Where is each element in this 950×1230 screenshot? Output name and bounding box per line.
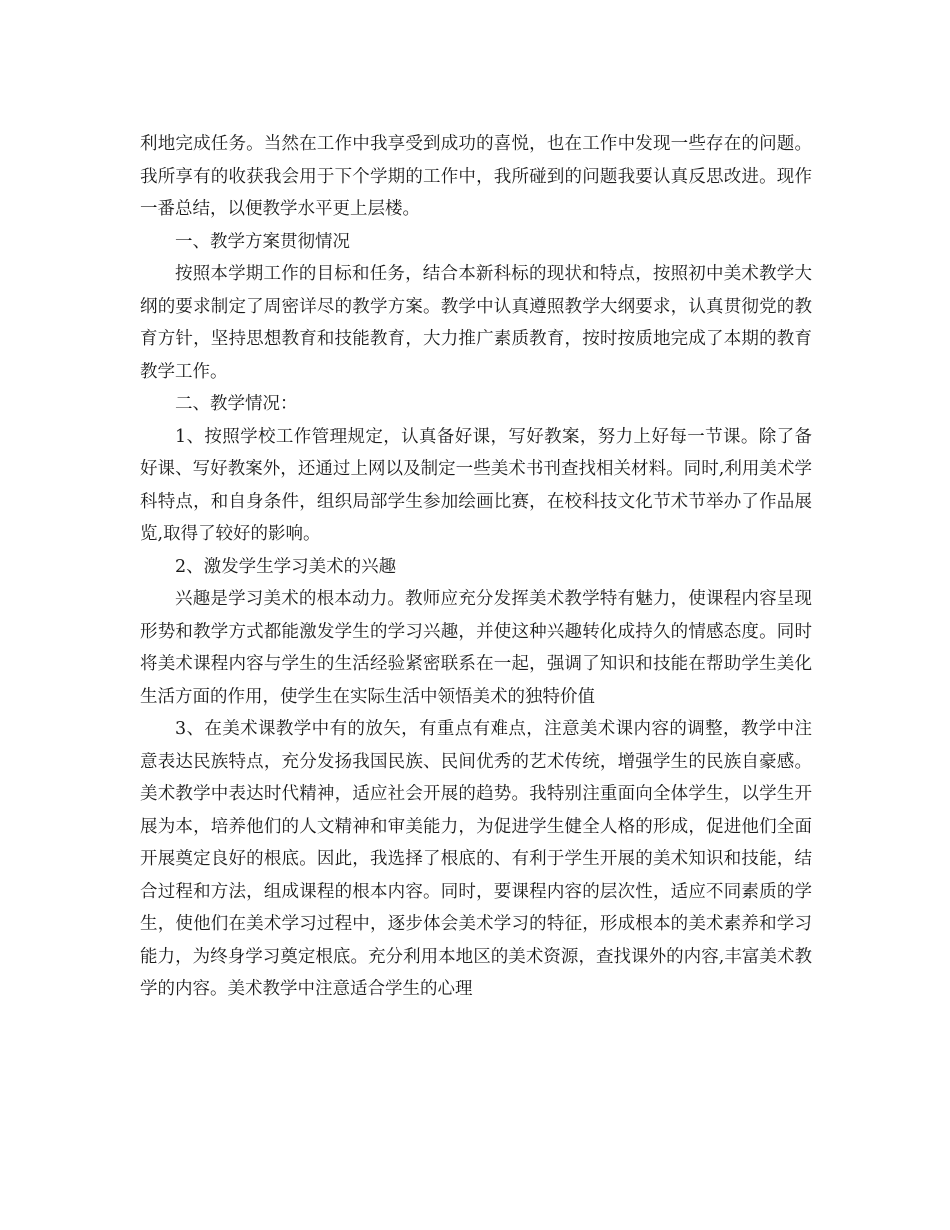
paragraph-item-1: 1、按照学校工作管理规定，认真备好课，写好教案，努力上好每一节课。除了备好课、写好教案外，还通过上网以及制定一些美术书刊查找相关材料。同时,利用美术学科特点，和自身条件，组织局部学生参加绘画比赛，在校科技文化节术节举办了作品展览,取得了较好的影响。 [140, 426, 812, 544]
heading-teaching-situation: 二、教学情况： [175, 394, 298, 414]
paragraph-interest: 兴趣是学习美术的根本动力。教师应充分发挥美术教学特有魅力，使课程内容呈现形势和教学方式都能激发学生的学习兴趣，并使这种兴趣转化成持久的情感态度。同时将美术课程内容与学生的生活经验紧密联系在一起，强调了知识和技能在帮助学生美化生活方面的作用，使学生在实际生活中领悟美术的独特价值 [140, 589, 812, 707]
heading-plan-implementation: 一、教学方案贯彻情况 [175, 231, 350, 252]
paragraph-plan-details: 按照本学期工作的目标和任务，结合本新科标的现状和特点，按照初中美术教学大纲的要求制定了周密详尽的教学方案。教学中认真遵照教学大纲要求，认真贯彻党的教育方针，坚持思想教育和技能教育，大力推广素质教育，按时按质地完成了本期的教育教学工作。 [140, 264, 812, 382]
heading-item-2: 2、激发学生学习美术的兴趣 [175, 556, 397, 577]
paragraph-item-3: 3、在美术课教学中有的放矢，有重点有难点，注意美术课内容的调整，教学中注意表达民族特点，充分发扬我国民族、民间优秀的艺术传统，增强学生的民族自豪感。美术教学中表达时代精神，适应社会开展的趋势。我特别注重面向全体学生，以学生开展为本，培养他们的人文精神和审美能力，为促进学生健全人格的形成，促进他们全面开展奠定良好的根底。因此，我选择了根底的、有利于学生开展的美术知识和技能，结合过程和方法，组成课程的根本内容。同时，要课程内容的层次性，适应不同素质的学生，使他们在美术学习过程中，逐步体会美术学习的特征，形成根本的美术素养和学习能力，为终身学习奠定根底。充分利用本地区的美术资源，查找课外的内容,丰富美术教学的内容。美术教学中注意适合学生的心理 [140, 719, 812, 999]
paragraph-continuation: 利地完成任务。当然在工作中我享受到成功的喜悦，也在工作中发现一些存在的问题。我所享有的收获我会用于下个学期的工作中，我所碰到的问题我要认真反思改进。现作一番总结，以便教学水平更上层楼。 [140, 134, 812, 219]
document-body [140, 128, 812, 1006]
